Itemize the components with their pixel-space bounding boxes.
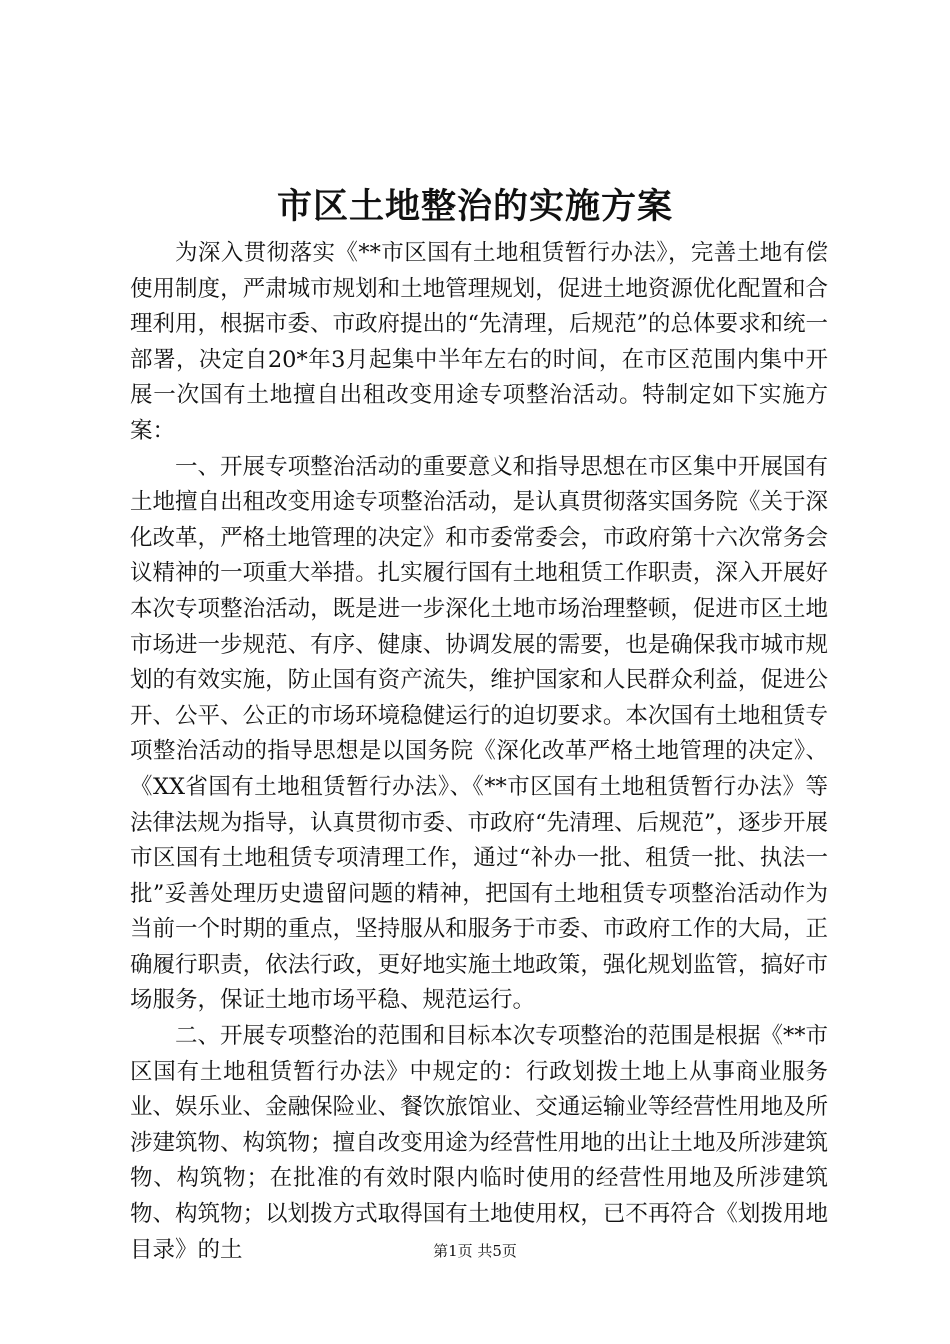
page-number-footer: 第1页 共5页: [433, 1242, 517, 1260]
paragraph-section-2: 二、开展专项整治的范围和目标本次专项整治的范围是根据《**市区国有土地租赁暂行办法》中规定的：行政划拨土地上从事商业服务业、娱乐业、金融保险业、餐饮旅馆业、交通运输业等经营性用地及所涉建筑物、构筑物；擅自改变用途为经营性用地的出让土地及所涉建筑物、构筑物；在批准的有效时限内临时使用的经营性用地及所涉建筑物、构筑物；以划拨方式取得国有土地使用权，已不再符合《划拨用地目录》的土: [130, 1023, 828, 1263]
document-title: 市区土地整治的实施方案: [276, 186, 673, 227]
paragraph-intro: 为深入贯彻落实《**市区国有土地租赁暂行办法》，完善土地有偿使用制度，严肃城市规划和土地管理规划，促进土地资源优化配置和合理利用，根据市委、市政府提出的“先清理，后规范”的总体要求和统一部署，决定自20*年3月起集中半年左右的时间，在市区范围内集中开展一次国有土地擅自出租改变用途专项整治活动。特制定如下实施方案：: [130, 240, 829, 444]
paragraph-section-1: 一、开展专项整治活动的重要意义和指导思想在市区集中开展国有土地擅自出租改变用途专项整治活动，是认真贯彻落实国务院《关于深化改革，严格土地管理的决定》和市委常委会，市政府第十六次常务会议精神的一项重大举措。扎实履行国有土地租赁工作职责，深入开展好本次专项整治活动，既是进一步深化土地市场治理整顿，促进市区土地市场进一步规范、有序、健康、协调发展的需要，也是确保我市城市规划的有效实施，防止国有资产流失，维护国家和人民群众利益，促进公开、公平、公正的市场环境稳健运行的迫切要求。本次国有土地租赁专项整治活动的指导思想是以国务院《深化改革严格土地管理的决定》、《XX省国有土地租赁暂行办法》、《**市区国有土地租赁暂行办法》等法律法规为指导，认真贯彻市委、市政府“先清理、后规范”，逐步开展市区国有土地租赁专项清理工作，通过“补办一批、租赁一批、执法一批”妥善处理历史遗留问题的精神，把国有土地租赁专项整治活动作为当前一个时期的重点，坚持服从和服务于市委、市政府工作的大局，正确履行职责，依法行政，更好地实施土地政策，强化规划监管，搞好市场服务，保证土地市场平稳、规范运行。: [130, 453, 829, 1014]
document-body: [130, 236, 828, 1268]
